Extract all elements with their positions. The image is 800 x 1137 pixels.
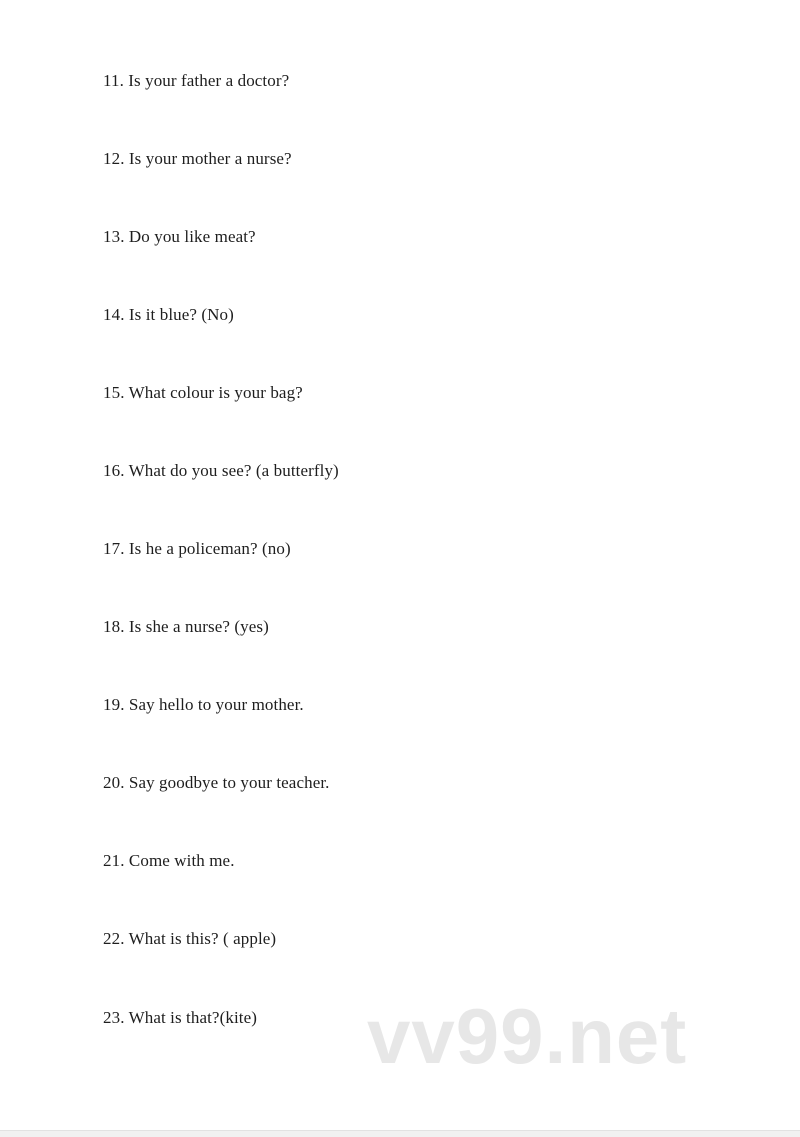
question-23: 23. What is that?(kite) (103, 1008, 257, 1027)
question-22: 22. What is this? ( apple) (103, 929, 277, 948)
question-13: 13. Do you like meat? (103, 227, 256, 246)
question-14: 14. Is it blue? (No) (103, 305, 234, 324)
question-20: 20. Say goodbye to your teacher. (103, 773, 330, 792)
question-18: 18. Is she a nurse? (yes) (103, 617, 269, 636)
question-16: 16. What do you see? (a butterfly) (103, 461, 339, 480)
watermark: vv99.net (367, 992, 688, 1080)
question-19: 19. Say hello to your mother. (103, 695, 304, 714)
question-12: 12. Is your mother a nurse? (103, 149, 292, 168)
question-11: 11. Is your father a doctor? (103, 71, 290, 90)
question-21: 21. Come with me. (103, 851, 235, 870)
question-15: 15. What colour is your bag? (103, 383, 303, 402)
question-17: 17. Is he a policeman? (no) (103, 539, 291, 558)
